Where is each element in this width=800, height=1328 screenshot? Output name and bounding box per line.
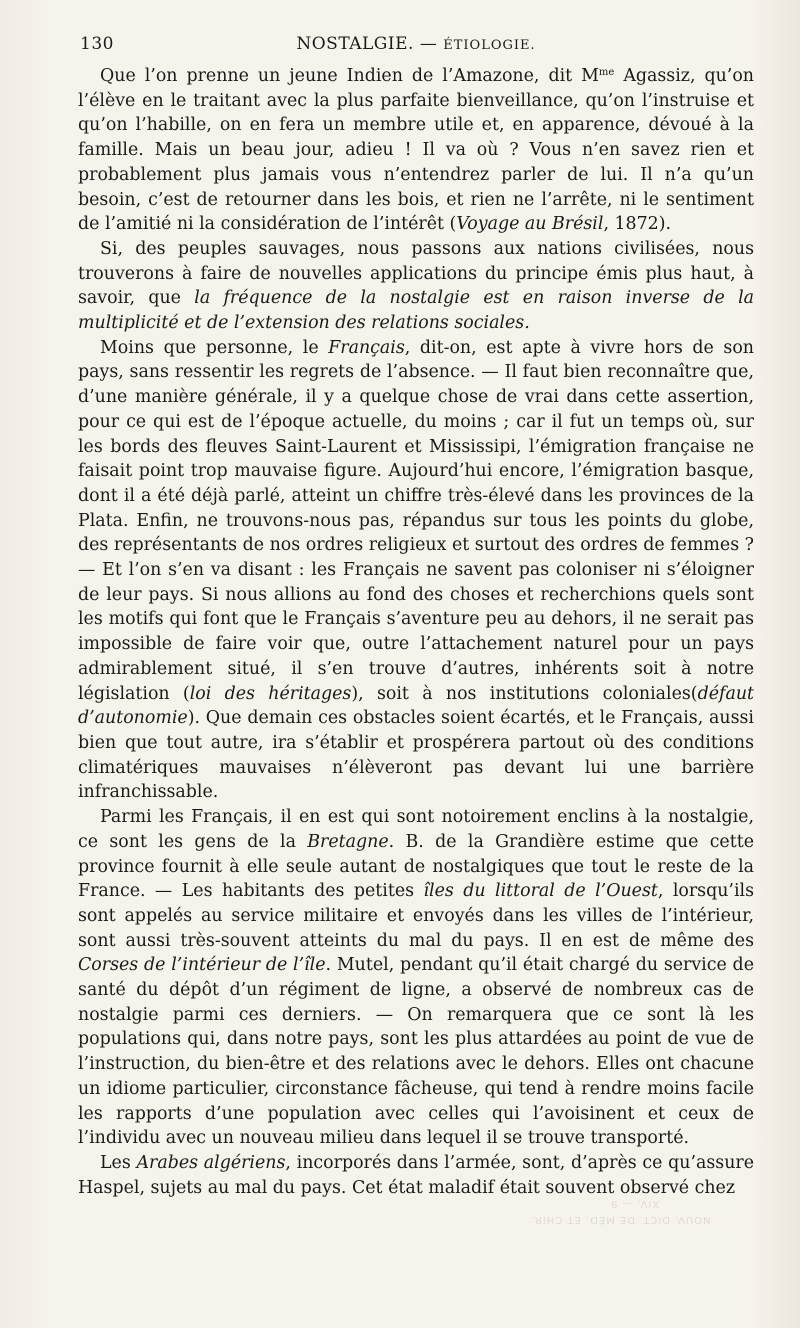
text-run: Parmi les Français, il en est qui sont notoirement enclins à la nostalgie, ce sont les gens de la xyxy=(78,807,754,852)
paragraph xyxy=(78,64,754,237)
italic-text: îles du littoral de l’Ouest xyxy=(423,881,658,902)
paragraph xyxy=(78,1151,754,1200)
page-number: 130 xyxy=(80,34,114,54)
text-run: . B. de la Grandière estime que cette province fournit à elle seule autant de nostalgiques que tout le reste de la France. — Les habitants des petites xyxy=(78,831,754,902)
bleed-through-volume-mark: XIV. — 9 xyxy=(610,1198,660,1209)
italic-text: défaut d’autonomie xyxy=(78,683,755,729)
text-run: , 1872). xyxy=(603,214,672,235)
text-run: , dit-on, est apte à vivre hors de son pays, sans ressentir les regrets de l’absence. — Il faut bien reconnaître que, d’une manière générale, il y a quelque chose de vrai dans cette assertion, pour ce qui est de l’époque actuelle, du moins ; car il fut un temps où, sur les bords des fleuves Saint-Laurent et Mississipi, l’émigration française ne faisait point trop mauvaise figure. Aujourd’hui encore, l’émigration basque, dont il a été déjà parlé, atteint un chiffre très-élevé dans les provinces de la Plata. Enfin, ne trouvons-nous pas, répandus sur tous les points du globe, des représentants de nos ordres religieux et surtout des ordres de femmes ? — Et l’on s’en va disant : les Français ne savent pas coloniser ni s’éloigner de leur pays. Si nous allions au fond des choses et recherchions quels sont les motifs qui font que le Français s’aventure peu au dehors, il ne serait pas impossible de faire voir que, outre l’attachement naturel pour un pays admirablement situé, il s’en trouve d’autres, inhérents soit à notre législation ( xyxy=(78,337,754,704)
running-title xyxy=(80,34,752,54)
title-separator: — xyxy=(413,34,444,54)
running-header xyxy=(80,34,752,60)
text-run: ). Que demain ces obstacles soient écartés, et le Français, aussi bien que tout autre, ira s’établir et prospérera partout où des conditions climatériques mauvaises n’élèveront pas devant lui une barrière infranchissable. xyxy=(78,708,754,803)
text-run: Que l’on prenne un jeune Indien de l’Amazone, dit M xyxy=(100,66,599,86)
text-run: Agassiz, qu’on l’élève en le traitant avec la plus parfaite bienveillance, qu’on l’instruise et qu’on l’habille, on en fera un membre utile et, en apparence, dévoué à la famille. Mais un beau jour, adieu ! Il va où ? Vous n’en savez rien et probablement plus jamais vous n’entendrez parler de lui. Il n’a qu’un besoin, c’est de retourner dans les bois, et rien ne l’arrête, ni le sentiment de l’amitié ni la considération de l’intérêt ( xyxy=(78,66,754,235)
text-run: ), soit à nos institutions coloniales( xyxy=(351,683,698,704)
paragraph xyxy=(78,237,754,336)
italic-text: Corses de l’intérieur de l’île xyxy=(78,955,326,976)
body-text xyxy=(78,64,754,1200)
italic-text: Français xyxy=(328,337,405,358)
text-run: Si, des peuples sauvages, nous passons aux nations civilisées, nous trouverons à faire de nouvelles applications du principe émis plus haut, à savoir, que xyxy=(78,238,754,309)
italic-text: la fréquence de la nostalgie est en raison inverse de la multiplicité et de l’extension des relations sociales. xyxy=(78,288,754,334)
italic-text: loi des héritages xyxy=(189,683,352,704)
text-run: . Mutel, pendant qu’il était chargé du service de santé du dépôt d’un régiment de ligne, a observé de nombreux cas de nostalgie parmi ces derniers. — On remarquera que ce sont là les populations qui, dans notre pays, sont les plus attardées au point de vue de l’instruction, du bien-être et des relations avec le dehors. Elles ont chacune un idiome particulier, circonstance fâcheuse, qui tend à rendre moins facile les rapports d’une population avec celles qui l’avoisinent et ceux de l’individu avec un nouveau milieu dans lequel il se trouve transporté. xyxy=(78,955,754,1149)
section-subtitle: ÉTIOLOGIE. xyxy=(443,38,536,53)
text-run: Les xyxy=(100,1152,137,1173)
paragraph xyxy=(78,336,754,805)
text-run: Moins que personne, le xyxy=(100,337,329,358)
bleed-through-signature: NOUV. DICT. DE MÉD. ET CHIR. xyxy=(530,1214,711,1225)
italic-text: Bretagne xyxy=(307,831,389,852)
text-run: , lorsqu’ils sont appelés au service militaire et envoyés dans les villes de l’intérieur, sont aussi très-souvent atteints du mal du pays. Il en est de même des xyxy=(78,881,754,951)
paragraph xyxy=(78,805,754,1151)
superscript-text: me xyxy=(598,67,615,78)
italic-text: Voyage au Brésil xyxy=(456,214,604,235)
italic-text: Arabes algériens xyxy=(136,1152,286,1173)
text-run: , incorporés dans l’armée, sont, d’après ce qu’assure Haspel, sujets au mal du pays. Cet état maladif était souvent observé chez xyxy=(78,1152,755,1198)
chapter-title: NOSTALGIE. xyxy=(296,34,414,54)
